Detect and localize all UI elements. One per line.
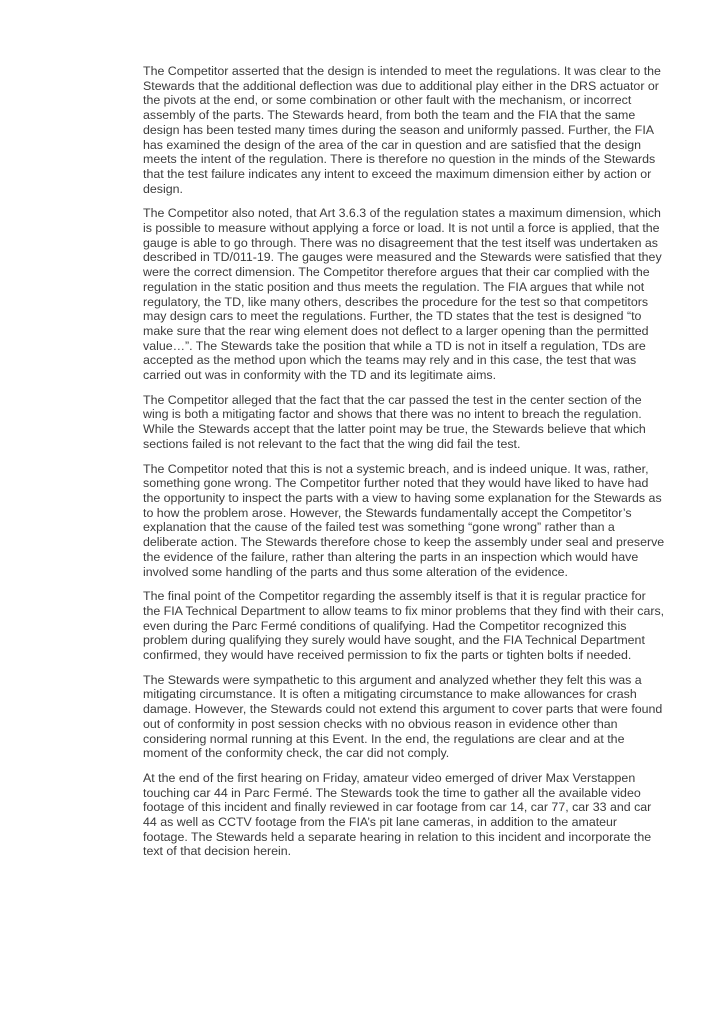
paragraph-competitor-assertion: The Competitor asserted that the design is intended to meet the regulations. It was clear to the Stewards that the additional deflection was due to additional play either in the DRS actuator or the pivots at the end, or some combination or other fault with the mechanism, or incorrect assembly of the parts. The Stewards heard, from both the team and the FIA that the same design has been tested many times during the season and uniformly passed. Further, the FIA has examined the design of the area of the car in question and are satisfied that the design meets the intent of the regulation. There is therefore no question in the minds of the Stewards that the test failure indicates any intent to exceed the maximum dimension either by action or design. <box>143 64 661 196</box>
paragraph-art-363-regulation: The Competitor also noted, that Art 3.6.3 of the regulation states a maximum dimension, which is possible to measure without applying a force or load. It is not until a force is applied, that the gauge is able to go through. There was no disagreement that the test itself was undertaken as described in TD/011-19. The gauges were measured and the Stewards were satisfied that they were the correct dimension. The Competitor therefore argues that their car complied with the regulation in the static position and thus meets the regulation. The FIA argues that while not regulatory, the TD, like many others, describes the procedure for the test so that competitors may design cars to meet the regulations. Further, the TD states that the test is designed “to make sure that the rear wing element does not deflect to a larger opening than the permitted value…”. The Stewards take the position that while a TD is not in itself a regulation, TDs are accepted as the method upon which the teams may rely and in this case, the test that was carried out was in conformity with the TD and its legitimate aims. <box>143 206 662 383</box>
paragraph-mitigating-circumstance: The Stewards were sympathetic to this argument and analyzed whether they felt this was a mitigating circumstance. It is often a mitigating circumstance to make allowances for crash damage. However, the Stewards could not extend this argument to cover parts that were found out of conformity in post session checks with no obvious reason in evidence other than considering normal running at this Event. In the end, the regulations are clear and at the moment of the conformity check, the car did not comply. <box>143 672 663 761</box>
document-text-block <box>143 64 665 869</box>
paragraph-amateur-video-incident: At the end of the first hearing on Friday, amateur video emerged of driver Max Verstappen touching car 44 in Parc Fermé. The Stewards took the time to gather all the available video footage of this incident and finally reviewed in car footage from car 14, car 77, car 33 and car 44 as well as CCTV footage from the FIA’s pit lane cameras, in addition to the amateur footage. The Stewards held a separate hearing in relation to this incident and incorporate the text of that decision herein. <box>143 770 652 859</box>
paragraph-not-systemic-breach: The Competitor noted that this is not a systemic breach, and is indeed unique. It was, rather, something gone wrong. The Competitor further noted that they would have liked to have had the opportunity to inspect the parts with a view to having some explanation for the Stewards as to how the problem arose. However, the Stewards fundamentally accept the Competitor’s explanation that the cause of the failed test was something “gone wrong” rather than a deliberate action. The Stewards therefore chose to keep the assembly under seal and preserve the evidence of the failure, rather than altering the parts in an inspection which would have involved some handling of the parts and thus some alteration of the evidence. <box>143 461 665 579</box>
paragraph-parc-ferme-fixes: The final point of the Competitor regarding the assembly itself is that it is regular practice for the FIA Technical Department to allow teams to fix minor problems that they find with their cars, even during the Parc Fermé conditions of qualifying. Had the Competitor recognized this problem during qualifying they surely would have sought, and the FIA Technical Department confirmed, they would have received permission to fix the parts or tighten bolts if needed. <box>143 589 665 663</box>
paragraph-center-section-test: The Competitor alleged that the fact that the car passed the test in the center section of the wing is both a mitigating factor and shows that there was no intent to breach the regulation. While the Stewards accept that the latter point may be true, the Stewards believe that which sections failed is not relevant to the fact that the wing did fail the test. <box>143 392 646 451</box>
